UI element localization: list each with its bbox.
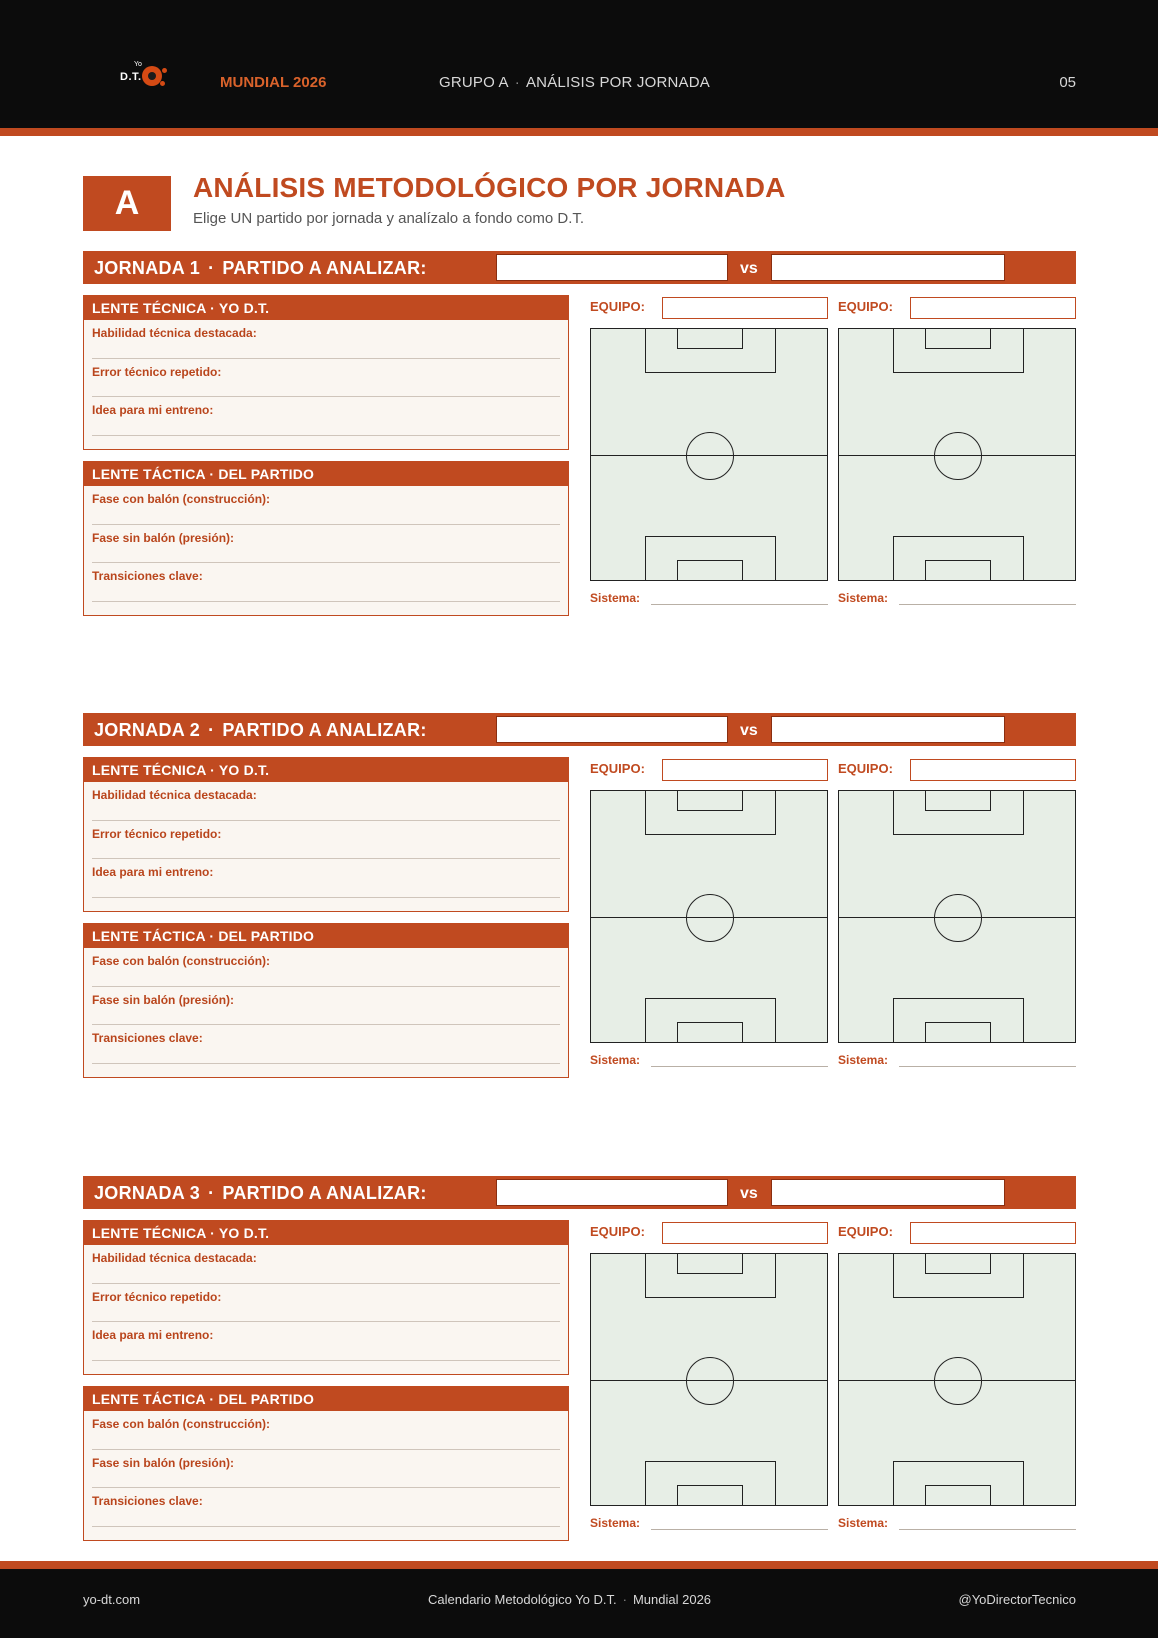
goal-area xyxy=(925,560,991,581)
center-mark xyxy=(707,1380,713,1381)
technical-lens-title: LENTE TÉCNICA · YO D.T. xyxy=(84,296,568,320)
splash-icon xyxy=(162,68,167,73)
system-label: Sistema: xyxy=(590,1053,641,1067)
match-label: PARTIDO A ANALIZAR: xyxy=(222,258,427,278)
match-label: PARTIDO A ANALIZAR: xyxy=(222,1183,427,1203)
footer-credit-event: Mundial 2026 xyxy=(632,1592,712,1607)
goal-area xyxy=(677,1485,743,1506)
tactical-lens-title: LENTE TÁCTICA · DEL PARTIDO xyxy=(84,1387,568,1411)
field-label: Habilidad técnica destacada: xyxy=(92,326,257,340)
goal-area xyxy=(925,328,991,349)
tactical-lens-panel xyxy=(83,461,569,616)
goal-area xyxy=(925,790,991,811)
system-label: Sistema: xyxy=(590,591,641,605)
goal-area xyxy=(925,1022,991,1043)
note-line-field[interactable] xyxy=(92,563,560,602)
footer-website-link[interactable]: yo-dt.com xyxy=(83,1592,141,1607)
team-name-field[interactable] xyxy=(662,1222,828,1244)
logo-small-text: Yo xyxy=(134,61,142,68)
goal-area xyxy=(925,1485,991,1506)
note-line-field[interactable] xyxy=(92,1488,560,1527)
footer-credits xyxy=(428,1592,711,1607)
team-name-field[interactable] xyxy=(910,297,1076,319)
field-label: Idea para mi entreno: xyxy=(92,865,214,879)
footer-social-handle[interactable]: @YoDirectorTecnico xyxy=(958,1592,1076,1607)
center-circle xyxy=(934,432,982,480)
splash-icon xyxy=(160,81,165,86)
footer-stripe xyxy=(0,1561,1158,1569)
note-line-field[interactable] xyxy=(92,1450,560,1489)
field-label: Fase con balón (construcción): xyxy=(92,492,271,506)
technical-lens-panel xyxy=(83,295,569,450)
jornada-label: JORNADA 1 xyxy=(94,258,201,278)
team-label: EQUIPO: xyxy=(590,761,645,776)
note-line-field[interactable] xyxy=(92,948,560,987)
home-team-field[interactable] xyxy=(496,716,728,743)
vs-label: vs xyxy=(740,260,758,277)
jornada-label: JORNADA 2 xyxy=(94,720,201,740)
vs-label: vs xyxy=(740,722,758,739)
home-team-field[interactable] xyxy=(496,254,728,281)
field-label: Fase sin balón (presión): xyxy=(92,992,235,1007)
note-line-field[interactable] xyxy=(92,987,560,1026)
group-badge: A xyxy=(83,176,171,231)
system-label: Sistema: xyxy=(590,1516,641,1530)
technical-lens-panel xyxy=(83,757,569,912)
soccer-ball-icon xyxy=(142,66,162,86)
header-breadcrumb xyxy=(439,74,710,91)
field-label: Error técnico repetido: xyxy=(92,826,222,841)
header-section: ANÁLISIS POR JORNADA xyxy=(525,74,710,91)
center-circle xyxy=(686,432,734,480)
system-field[interactable] xyxy=(899,1066,1076,1067)
yo-dt-logo xyxy=(120,61,176,90)
field-label: Transiciones clave: xyxy=(92,1031,203,1045)
note-line-field[interactable] xyxy=(92,821,560,860)
away-team-field[interactable] xyxy=(771,254,1005,281)
page-title: ANÁLISIS METODOLÓGICO POR JORNADA xyxy=(193,172,786,203)
center-mark xyxy=(955,917,961,918)
center-mark xyxy=(707,917,713,918)
note-line-field[interactable] xyxy=(92,1025,560,1064)
page-number: 05 xyxy=(1059,74,1076,91)
field-label: Habilidad técnica destacada: xyxy=(92,788,257,802)
goal-area xyxy=(677,328,743,349)
jornada-header-bar xyxy=(83,1176,1076,1209)
tactical-lens-title: LENTE TÁCTICA · DEL PARTIDO xyxy=(84,462,568,486)
technical-lens-panel xyxy=(83,1220,569,1375)
goal-area xyxy=(677,1022,743,1043)
field-label: Fase con balón (construcción): xyxy=(92,954,271,968)
note-line-field[interactable] xyxy=(92,525,560,564)
header-group: GRUPO A xyxy=(439,74,509,91)
system-field[interactable] xyxy=(899,1529,1076,1530)
field-label: Fase sin balón (presión): xyxy=(92,530,235,545)
team-label: EQUIPO: xyxy=(838,1224,893,1239)
field-label: Idea para mi entreno: xyxy=(92,403,214,417)
team-label: EQUIPO: xyxy=(838,761,893,776)
jornada-title xyxy=(94,720,427,741)
away-team-field[interactable] xyxy=(771,1179,1005,1206)
goal-area xyxy=(925,1253,991,1274)
team-name-field[interactable] xyxy=(662,297,828,319)
team-label: EQUIPO: xyxy=(838,299,893,314)
jornada-header-bar xyxy=(83,251,1076,284)
system-label: Sistema: xyxy=(838,1516,889,1530)
note-line-field[interactable] xyxy=(92,1411,560,1450)
center-circle xyxy=(686,894,734,942)
jornada-header-bar xyxy=(83,713,1076,746)
football-pitch-diagram[interactable] xyxy=(838,328,1076,581)
goal-area xyxy=(677,790,743,811)
note-line-field[interactable] xyxy=(92,359,560,398)
note-line-field[interactable] xyxy=(92,1284,560,1323)
page-subtitle: Elige UN partido por jornada y analízalo a fondo como D.T. xyxy=(193,210,585,227)
separator-dot: · xyxy=(208,1183,215,1203)
center-circle xyxy=(934,1357,982,1405)
vs-label: vs xyxy=(740,1185,758,1202)
system-field[interactable] xyxy=(899,604,1076,605)
team-name-field[interactable] xyxy=(910,759,1076,781)
match-label: PARTIDO A ANALIZAR: xyxy=(222,720,427,740)
tactical-lens-panel xyxy=(83,923,569,1078)
logo-text: D.T. xyxy=(120,71,142,83)
note-line-field[interactable] xyxy=(92,397,560,436)
team-label: EQUIPO: xyxy=(590,299,645,314)
jornada-label: JORNADA 3 xyxy=(94,1183,201,1203)
field-label: Transiciones clave: xyxy=(92,1494,203,1508)
note-line-field[interactable] xyxy=(92,320,560,359)
center-mark xyxy=(707,455,713,456)
field-label: Error técnico repetido: xyxy=(92,364,222,379)
system-field[interactable] xyxy=(651,1066,828,1067)
team-label: EQUIPO: xyxy=(590,1224,645,1239)
note-line-field[interactable] xyxy=(92,782,560,821)
note-line-field[interactable] xyxy=(92,1245,560,1284)
goal-area xyxy=(677,1253,743,1274)
jornada-section xyxy=(83,713,1076,1081)
separator-dot: · xyxy=(622,1592,627,1607)
header-stripe xyxy=(0,128,1158,136)
football-pitch-diagram[interactable] xyxy=(590,328,828,581)
technical-lens-title: LENTE TÉCNICA · YO D.T. xyxy=(84,758,568,782)
separator-dot: · xyxy=(514,74,520,91)
away-team-field[interactable] xyxy=(771,716,1005,743)
center-mark xyxy=(955,1380,961,1381)
center-circle xyxy=(686,1357,734,1405)
field-label: Fase sin balón (presión): xyxy=(92,1455,235,1470)
field-label: Fase con balón (construcción): xyxy=(92,1417,271,1431)
football-pitch-diagram[interactable] xyxy=(590,790,828,1043)
note-line-field[interactable] xyxy=(92,859,560,898)
field-label: Idea para mi entreno: xyxy=(92,1328,214,1342)
system-label: Sistema: xyxy=(838,591,889,605)
technical-lens-title: LENTE TÉCNICA · YO D.T. xyxy=(84,1221,568,1245)
football-pitch-diagram[interactable] xyxy=(590,1253,828,1506)
system-field[interactable] xyxy=(651,1529,828,1530)
tactical-lens-panel xyxy=(83,1386,569,1541)
jornada-title xyxy=(94,1183,427,1204)
footer-credit-title: Calendario Metodológico Yo D.T. xyxy=(428,1592,617,1607)
tactical-lens-title: LENTE TÁCTICA · DEL PARTIDO xyxy=(84,924,568,948)
page-header xyxy=(0,0,1158,136)
home-team-field[interactable] xyxy=(496,1179,728,1206)
jornada-section xyxy=(83,251,1076,619)
separator-dot: · xyxy=(208,720,215,740)
center-circle xyxy=(934,894,982,942)
system-field[interactable] xyxy=(651,604,828,605)
field-label: Error técnico repetido: xyxy=(92,1289,222,1304)
header-brand: MUNDIAL 2026 xyxy=(220,74,327,91)
system-label: Sistema: xyxy=(838,1053,889,1067)
separator-dot: · xyxy=(208,258,215,278)
team-name-field[interactable] xyxy=(910,1222,1076,1244)
football-pitch-diagram[interactable] xyxy=(838,790,1076,1043)
team-name-field[interactable] xyxy=(662,759,828,781)
jornada-section xyxy=(83,1176,1076,1544)
field-label: Transiciones clave: xyxy=(92,569,203,583)
field-label: Habilidad técnica destacada: xyxy=(92,1251,257,1265)
note-line-field[interactable] xyxy=(92,1322,560,1361)
football-pitch-diagram[interactable] xyxy=(838,1253,1076,1506)
note-line-field[interactable] xyxy=(92,486,560,525)
goal-area xyxy=(677,560,743,581)
center-mark xyxy=(955,455,961,456)
jornada-title xyxy=(94,258,427,279)
